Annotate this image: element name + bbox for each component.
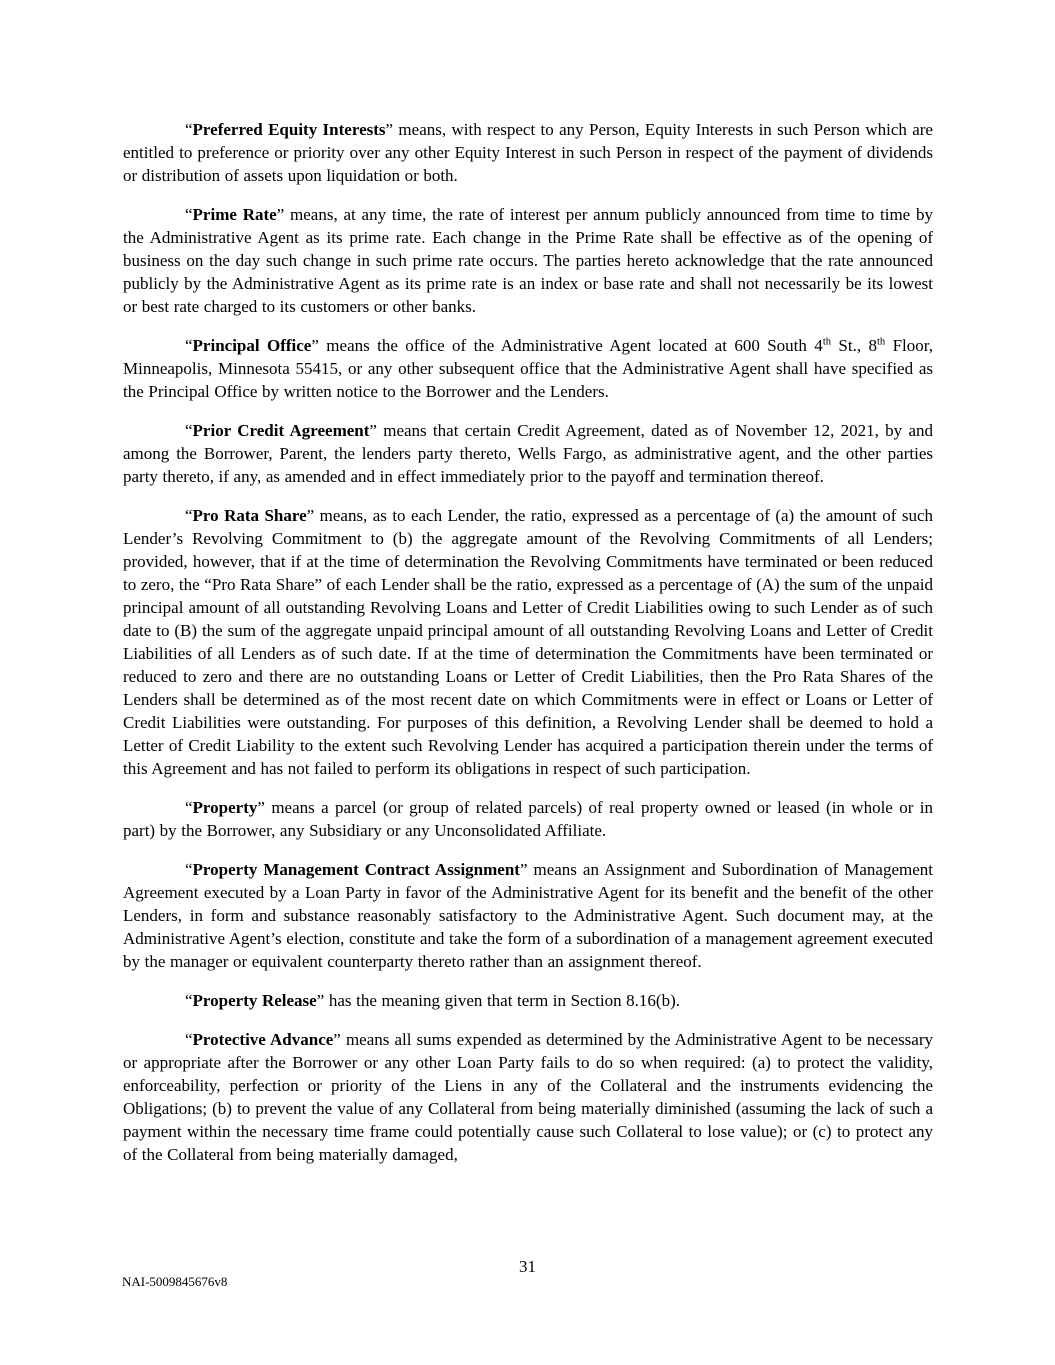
body-text: “ [185,991,193,1010]
definition-paragraph [123,1028,933,1166]
body-text: “ [185,336,193,355]
defined-term: Property [192,798,258,817]
defined-term: Principal Office [192,336,312,355]
defined-term: Property Release [192,991,317,1010]
definition-paragraph [123,796,933,842]
defined-term: Prior Credit Agreement [192,421,370,440]
body-text: ” means, at any time, the rate of interest per annum publicly announced from time to time by the Administrative Agent as its prime rate. Each change in the Prime Rate shall be effective as of the opening of business on the day such change in such prime rate occurs. The parties hereto acknowledge that the rate announced publicly by the Administrative Agent as its prime rate is an index or base rate and shall not necessarily be its lowest or best rate charged to its customers or other banks. [123,205,933,316]
definition-paragraph [123,858,933,973]
definition-paragraph [123,989,933,1012]
body-text: ” means an Assignment and Subordination of Management Agreement executed by a Loan Party in favor of the Administrative Agent for its benefit and the benefit of the other Lenders, in form and substance reasonably satisfactory to the Administrative Agent. Such document may, at the Administrative Agent’s election, constitute and take the form of a subordination of a management agreement executed by the manager or equivalent counterparty thereto rather than an assignment thereof. [123,860,934,971]
defined-term: Pro Rata Share [192,506,307,525]
body-text: “ [185,1030,193,1049]
body-text: Floor, Minneapolis, Minnesota 55415, or any other subsequent office that the Administrative Agent shall have specified as the Principal Office by written notice to the Borrower and the Lenders. [123,336,934,401]
ordinal-suffix: th [822,336,832,348]
body-text: ” means a parcel (or group of related parcels) of real property owned or leased (in whole or in part) by the Borrower, any Subsidiary or any Unconsolidated Affiliate. [123,798,933,840]
body-text: St., 8 [831,336,877,355]
ordinal-suffix: th [877,336,886,348]
body-text: ” means, as to each Lender, the ratio, expressed as a percentage of (a) the amount of such Lender’s Revolving Commitment to (b) the aggregate amount of the Revolving Commitments of all Lenders; provided, however, that if at the time of determination the Revolving Commitments have terminated or been reduced to zero, the “Pro Rata Share” of each Lender shall be the ratio, expressed as a percentage of (A) the sum of the unpaid principal amount of all outstanding Revolving Loans and Letter of Credit Liabilities owing to such Lender as of such date to (B) the sum of the aggregate unpaid principal amount of all outstanding Revolving Loans and Letter of Credit Liabilities of all Lenders as of such date. If at the time of determination the Commitments have been terminated or reduced to zero and there are no outstanding Loans or Letter of Credit Liabilities, then the Pro Rata Shares of the Lenders shall be determined as of the most recent date on which Commitments were in effect or Loans or Letter of Credit Liabilities were outstanding. For purposes of this definition, a Revolving Lender shall be deemed to hold a Letter of Credit Liability to the extent such Revolving Lender has acquired a participation therein under the terms of this Agreement and has not failed to perform its obligations in respect of such participation. [123,506,933,778]
body-text: “ [185,205,193,224]
body-text: “ [185,798,193,817]
defined-term: Protective Advance [192,1030,334,1049]
document-id-footer: NAI-5009845676v8 [122,1274,228,1289]
body-text: “ [185,860,193,879]
defined-term: Property Management Contract Assignment [192,860,520,879]
body-text: ” means that certain Credit Agreement, dated as of November 12, 2021, by and among the Borrower, Parent, the lenders party thereto, Wells Fargo, as administrative agent, and the other parties party thereto, if any, as amended and in effect immediately prior to the payoff and termination thereof. [123,421,933,486]
defined-term: Prime Rate [192,205,277,224]
body-text: ” means all sums expended as determined by the Administrative Agent to be necessary or appropriate after the Borrower or any other Loan Party fails to do so when required: (a) to protect the validity, enforceability, perfection or priority of the Liens in any of the Collateral and the instruments evidencing the Obligations; (b) to prevent the value of any Collateral from being materially diminished (assuming the lack of such a payment within the necessary time frame could potentially cause such Collateral to lose value); or (c) to protect any of the Collateral from being materially damaged, [123,1030,934,1164]
definition-paragraph [123,504,933,780]
body-text: “ [185,506,193,525]
document-body [123,118,933,1182]
definition-paragraph [123,203,933,318]
definition-paragraph [123,118,933,187]
page-number: 31 [519,1257,536,1276]
body-text: ” means the office of the Administrative Agent located at 600 South 4 [311,336,823,355]
body-text: ” means, with respect to any Person, Equity Interests in such Person which are entitled to preference or priority over any other Equity Interest in such Person in respect of the payment of dividends or distribution of assets upon liquidation or both. [123,120,933,185]
definition-paragraph [123,419,933,488]
body-text: ” has the meaning given that term in Section 8.16(b). [316,991,680,1010]
definition-paragraph [123,334,933,403]
body-text: “ [185,421,193,440]
defined-term: Preferred Equity Interests [192,120,386,139]
body-text: “ [185,120,193,139]
